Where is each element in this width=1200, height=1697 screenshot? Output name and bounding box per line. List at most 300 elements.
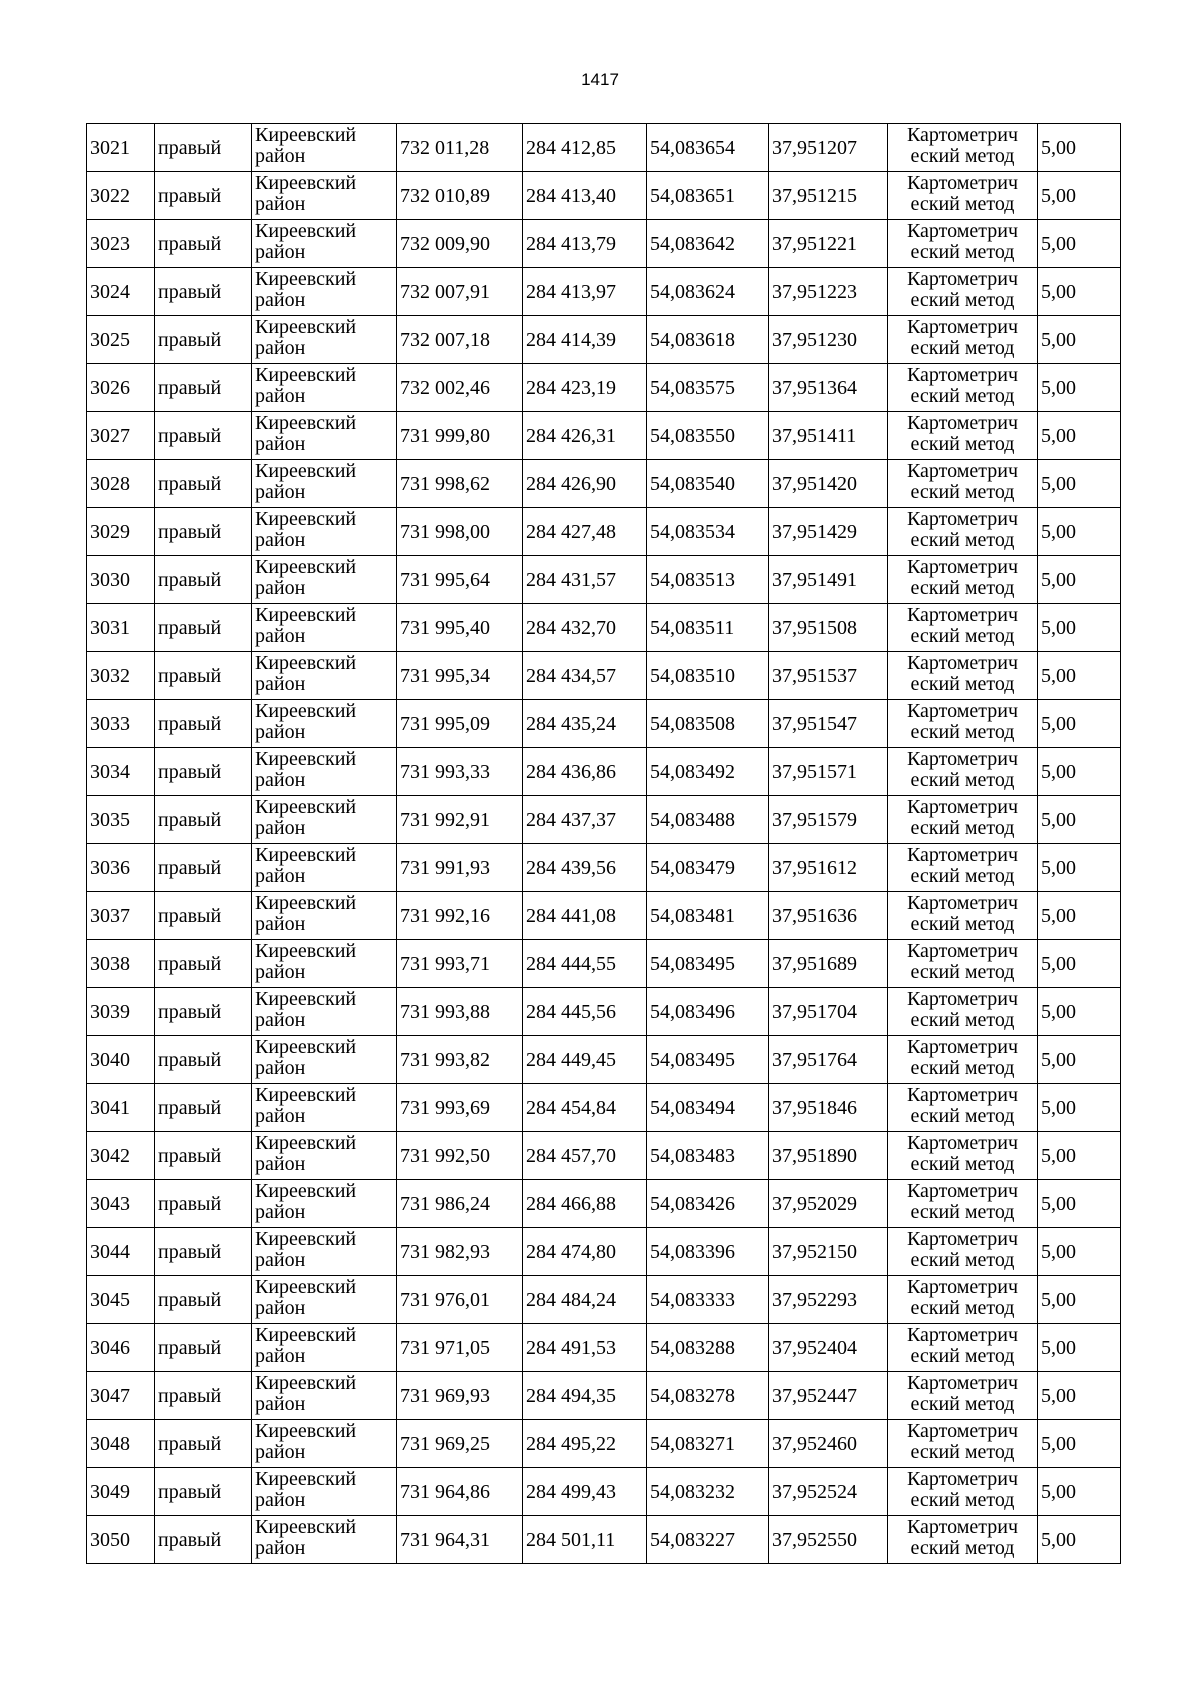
- longitude-cell: 37,951612: [769, 844, 888, 892]
- accuracy-cell: 5,00: [1038, 1420, 1121, 1468]
- x-coordinate-cell: 731 969,93: [397, 1372, 523, 1420]
- table-row: [87, 748, 1121, 796]
- bank-side-cell: правый: [155, 268, 252, 316]
- bank-side-cell: правый: [155, 1036, 252, 1084]
- latitude-cell: 54,083494: [647, 1084, 769, 1132]
- point-number-cell: 3025: [87, 316, 155, 364]
- longitude-cell: 37,951764: [769, 1036, 888, 1084]
- latitude-cell: 54,083496: [647, 988, 769, 1036]
- y-coordinate-cell: 284 491,53: [523, 1324, 647, 1372]
- method-cell: Картометрич еский метод: [888, 268, 1038, 316]
- bank-side-cell: правый: [155, 1324, 252, 1372]
- latitude-cell: 54,083483: [647, 1132, 769, 1180]
- district-cell: Киреевский район: [252, 1324, 397, 1372]
- point-number-cell: 3034: [87, 748, 155, 796]
- longitude-cell: 37,951547: [769, 700, 888, 748]
- point-number-cell: 3030: [87, 556, 155, 604]
- longitude-cell: 37,952029: [769, 1180, 888, 1228]
- accuracy-cell: 5,00: [1038, 940, 1121, 988]
- x-coordinate-cell: 731 964,86: [397, 1468, 523, 1516]
- point-number-cell: 3021: [87, 124, 155, 172]
- district-cell: Киреевский район: [252, 220, 397, 268]
- point-number-cell: 3045: [87, 1276, 155, 1324]
- bank-side-cell: правый: [155, 652, 252, 700]
- y-coordinate-cell: 284 414,39: [523, 316, 647, 364]
- bank-side-cell: правый: [155, 1468, 252, 1516]
- x-coordinate-cell: 731 995,40: [397, 604, 523, 652]
- longitude-cell: 37,951579: [769, 796, 888, 844]
- y-coordinate-cell: 284 413,40: [523, 172, 647, 220]
- district-cell: Киреевский район: [252, 844, 397, 892]
- table-body: [87, 124, 1121, 1564]
- point-number-cell: 3049: [87, 1468, 155, 1516]
- method-cell: Картометрич еский метод: [888, 1228, 1038, 1276]
- accuracy-cell: 5,00: [1038, 1036, 1121, 1084]
- method-cell: Картометрич еский метод: [888, 220, 1038, 268]
- point-number-cell: 3033: [87, 700, 155, 748]
- point-number-cell: 3024: [87, 268, 155, 316]
- point-number-cell: 3027: [87, 412, 155, 460]
- y-coordinate-cell: 284 474,80: [523, 1228, 647, 1276]
- latitude-cell: 54,083278: [647, 1372, 769, 1420]
- method-cell: Картометрич еский метод: [888, 1324, 1038, 1372]
- accuracy-cell: 5,00: [1038, 1372, 1121, 1420]
- bank-side-cell: правый: [155, 892, 252, 940]
- y-coordinate-cell: 284 434,57: [523, 652, 647, 700]
- bank-side-cell: правый: [155, 604, 252, 652]
- district-cell: Киреевский район: [252, 1372, 397, 1420]
- accuracy-cell: 5,00: [1038, 412, 1121, 460]
- district-cell: Киреевский район: [252, 1420, 397, 1468]
- longitude-cell: 37,951636: [769, 892, 888, 940]
- method-cell: Картометрич еский метод: [888, 1420, 1038, 1468]
- longitude-cell: 37,951491: [769, 556, 888, 604]
- x-coordinate-cell: 731 995,34: [397, 652, 523, 700]
- accuracy-cell: 5,00: [1038, 1324, 1121, 1372]
- bank-side-cell: правый: [155, 1228, 252, 1276]
- y-coordinate-cell: 284 412,85: [523, 124, 647, 172]
- point-number-cell: 3047: [87, 1372, 155, 1420]
- longitude-cell: 37,951207: [769, 124, 888, 172]
- longitude-cell: 37,951429: [769, 508, 888, 556]
- table-row: [87, 1276, 1121, 1324]
- y-coordinate-cell: 284 437,37: [523, 796, 647, 844]
- accuracy-cell: 5,00: [1038, 892, 1121, 940]
- bank-side-cell: правый: [155, 796, 252, 844]
- table-row: [87, 1468, 1121, 1516]
- accuracy-cell: 5,00: [1038, 460, 1121, 508]
- x-coordinate-cell: 731 969,25: [397, 1420, 523, 1468]
- page-number: 1417: [581, 70, 619, 89]
- table-row: [87, 652, 1121, 700]
- table-row: [87, 1084, 1121, 1132]
- method-cell: Картометрич еский метод: [888, 460, 1038, 508]
- longitude-cell: 37,951364: [769, 364, 888, 412]
- latitude-cell: 54,083642: [647, 220, 769, 268]
- bank-side-cell: правый: [155, 412, 252, 460]
- longitude-cell: 37,952293: [769, 1276, 888, 1324]
- y-coordinate-cell: 284 444,55: [523, 940, 647, 988]
- point-number-cell: 3039: [87, 988, 155, 1036]
- latitude-cell: 54,083510: [647, 652, 769, 700]
- point-number-cell: 3042: [87, 1132, 155, 1180]
- latitude-cell: 54,083624: [647, 268, 769, 316]
- latitude-cell: 54,083495: [647, 940, 769, 988]
- district-cell: Киреевский район: [252, 460, 397, 508]
- x-coordinate-cell: 731 971,05: [397, 1324, 523, 1372]
- y-coordinate-cell: 284 435,24: [523, 700, 647, 748]
- y-coordinate-cell: 284 495,22: [523, 1420, 647, 1468]
- x-coordinate-cell: 731 982,93: [397, 1228, 523, 1276]
- table-row: [87, 412, 1121, 460]
- point-number-cell: 3038: [87, 940, 155, 988]
- latitude-cell: 54,083534: [647, 508, 769, 556]
- latitude-cell: 54,083618: [647, 316, 769, 364]
- x-coordinate-cell: 731 976,01: [397, 1276, 523, 1324]
- y-coordinate-cell: 284 449,45: [523, 1036, 647, 1084]
- bank-side-cell: правый: [155, 1132, 252, 1180]
- latitude-cell: 54,083540: [647, 460, 769, 508]
- bank-side-cell: правый: [155, 316, 252, 364]
- district-cell: Киреевский район: [252, 508, 397, 556]
- table-row: [87, 220, 1121, 268]
- district-cell: Киреевский район: [252, 364, 397, 412]
- method-cell: Картометрич еский метод: [888, 988, 1038, 1036]
- latitude-cell: 54,083651: [647, 172, 769, 220]
- latitude-cell: 54,083488: [647, 796, 769, 844]
- longitude-cell: 37,952150: [769, 1228, 888, 1276]
- x-coordinate-cell: 731 998,00: [397, 508, 523, 556]
- method-cell: Картометрич еский метод: [888, 316, 1038, 364]
- bank-side-cell: правый: [155, 1372, 252, 1420]
- district-cell: Киреевский район: [252, 796, 397, 844]
- bank-side-cell: правый: [155, 220, 252, 268]
- table-row: [87, 604, 1121, 652]
- district-cell: Киреевский район: [252, 652, 397, 700]
- district-cell: Киреевский район: [252, 892, 397, 940]
- bank-side-cell: правый: [155, 508, 252, 556]
- longitude-cell: 37,951215: [769, 172, 888, 220]
- latitude-cell: 54,083232: [647, 1468, 769, 1516]
- y-coordinate-cell: 284 441,08: [523, 892, 647, 940]
- table-row: [87, 1324, 1121, 1372]
- method-cell: Картометрич еский метод: [888, 124, 1038, 172]
- table-row: [87, 700, 1121, 748]
- point-number-cell: 3029: [87, 508, 155, 556]
- x-coordinate-cell: 731 999,80: [397, 412, 523, 460]
- y-coordinate-cell: 284 426,90: [523, 460, 647, 508]
- method-cell: Картометрич еский метод: [888, 556, 1038, 604]
- latitude-cell: 54,083511: [647, 604, 769, 652]
- bank-side-cell: правый: [155, 124, 252, 172]
- bank-side-cell: правый: [155, 988, 252, 1036]
- coordinates-table: [86, 123, 1121, 1564]
- table-row: [87, 172, 1121, 220]
- longitude-cell: 37,952460: [769, 1420, 888, 1468]
- method-cell: Картометрич еский метод: [888, 1516, 1038, 1564]
- table-row: [87, 1180, 1121, 1228]
- method-cell: Картометрич еский метод: [888, 172, 1038, 220]
- district-cell: Киреевский район: [252, 268, 397, 316]
- district-cell: Киреевский район: [252, 1036, 397, 1084]
- bank-side-cell: правый: [155, 1276, 252, 1324]
- accuracy-cell: 5,00: [1038, 1228, 1121, 1276]
- longitude-cell: 37,951221: [769, 220, 888, 268]
- accuracy-cell: 5,00: [1038, 1468, 1121, 1516]
- latitude-cell: 54,083426: [647, 1180, 769, 1228]
- y-coordinate-cell: 284 413,97: [523, 268, 647, 316]
- accuracy-cell: 5,00: [1038, 220, 1121, 268]
- table-row: [87, 1036, 1121, 1084]
- x-coordinate-cell: 731 964,31: [397, 1516, 523, 1564]
- x-coordinate-cell: 732 007,18: [397, 316, 523, 364]
- accuracy-cell: 5,00: [1038, 124, 1121, 172]
- y-coordinate-cell: 284 499,43: [523, 1468, 647, 1516]
- longitude-cell: 37,951411: [769, 412, 888, 460]
- method-cell: Картометрич еский метод: [888, 1372, 1038, 1420]
- latitude-cell: 54,083396: [647, 1228, 769, 1276]
- method-cell: Картометрич еский метод: [888, 1132, 1038, 1180]
- x-coordinate-cell: 731 995,09: [397, 700, 523, 748]
- accuracy-cell: 5,00: [1038, 1180, 1121, 1228]
- accuracy-cell: 5,00: [1038, 604, 1121, 652]
- district-cell: Киреевский район: [252, 1516, 397, 1564]
- method-cell: Картометрич еский метод: [888, 1180, 1038, 1228]
- district-cell: Киреевский район: [252, 748, 397, 796]
- district-cell: Киреевский район: [252, 604, 397, 652]
- point-number-cell: 3026: [87, 364, 155, 412]
- y-coordinate-cell: 284 454,84: [523, 1084, 647, 1132]
- method-cell: Картометрич еский метод: [888, 700, 1038, 748]
- longitude-cell: 37,951890: [769, 1132, 888, 1180]
- y-coordinate-cell: 284 431,57: [523, 556, 647, 604]
- district-cell: Киреевский район: [252, 940, 397, 988]
- accuracy-cell: 5,00: [1038, 172, 1121, 220]
- table-row: [87, 556, 1121, 604]
- x-coordinate-cell: 731 993,71: [397, 940, 523, 988]
- latitude-cell: 54,083508: [647, 700, 769, 748]
- x-coordinate-cell: 731 992,91: [397, 796, 523, 844]
- district-cell: Киреевский район: [252, 1132, 397, 1180]
- point-number-cell: 3043: [87, 1180, 155, 1228]
- table-row: [87, 1420, 1121, 1468]
- longitude-cell: 37,951704: [769, 988, 888, 1036]
- district-cell: Киреевский район: [252, 1228, 397, 1276]
- accuracy-cell: 5,00: [1038, 268, 1121, 316]
- y-coordinate-cell: 284 413,79: [523, 220, 647, 268]
- accuracy-cell: 5,00: [1038, 796, 1121, 844]
- accuracy-cell: 5,00: [1038, 748, 1121, 796]
- bank-side-cell: правый: [155, 1180, 252, 1228]
- point-number-cell: 3044: [87, 1228, 155, 1276]
- method-cell: Картометрич еский метод: [888, 652, 1038, 700]
- district-cell: Киреевский район: [252, 700, 397, 748]
- table-row: [87, 844, 1121, 892]
- method-cell: Картометрич еский метод: [888, 1276, 1038, 1324]
- method-cell: Картометрич еский метод: [888, 508, 1038, 556]
- bank-side-cell: правый: [155, 844, 252, 892]
- table-row: [87, 508, 1121, 556]
- bank-side-cell: правый: [155, 700, 252, 748]
- y-coordinate-cell: 284 445,56: [523, 988, 647, 1036]
- table-row: [87, 124, 1121, 172]
- accuracy-cell: 5,00: [1038, 1516, 1121, 1564]
- method-cell: Картометрич еский метод: [888, 1036, 1038, 1084]
- point-number-cell: 3028: [87, 460, 155, 508]
- accuracy-cell: 5,00: [1038, 508, 1121, 556]
- method-cell: Картометрич еский метод: [888, 844, 1038, 892]
- accuracy-cell: 5,00: [1038, 988, 1121, 1036]
- method-cell: Картометрич еский метод: [888, 748, 1038, 796]
- y-coordinate-cell: 284 484,24: [523, 1276, 647, 1324]
- method-cell: Картометрич еский метод: [888, 364, 1038, 412]
- x-coordinate-cell: 731 993,69: [397, 1084, 523, 1132]
- district-cell: Киреевский район: [252, 124, 397, 172]
- bank-side-cell: правый: [155, 940, 252, 988]
- longitude-cell: 37,952447: [769, 1372, 888, 1420]
- table-row: [87, 1132, 1121, 1180]
- table-row: [87, 1228, 1121, 1276]
- bank-side-cell: правый: [155, 1420, 252, 1468]
- table-row: [87, 988, 1121, 1036]
- table-row: [87, 796, 1121, 844]
- x-coordinate-cell: 732 007,91: [397, 268, 523, 316]
- method-cell: Картометрич еский метод: [888, 796, 1038, 844]
- accuracy-cell: 5,00: [1038, 700, 1121, 748]
- district-cell: Киреевский район: [252, 316, 397, 364]
- district-cell: Киреевский район: [252, 172, 397, 220]
- accuracy-cell: 5,00: [1038, 316, 1121, 364]
- y-coordinate-cell: 284 439,56: [523, 844, 647, 892]
- longitude-cell: 37,951508: [769, 604, 888, 652]
- table-row: [87, 1372, 1121, 1420]
- longitude-cell: 37,952524: [769, 1468, 888, 1516]
- bank-side-cell: правый: [155, 172, 252, 220]
- y-coordinate-cell: 284 427,48: [523, 508, 647, 556]
- table-row: [87, 268, 1121, 316]
- x-coordinate-cell: 731 998,62: [397, 460, 523, 508]
- latitude-cell: 54,083479: [647, 844, 769, 892]
- y-coordinate-cell: 284 436,86: [523, 748, 647, 796]
- point-number-cell: 3046: [87, 1324, 155, 1372]
- accuracy-cell: 5,00: [1038, 844, 1121, 892]
- method-cell: Картометрич еский метод: [888, 940, 1038, 988]
- x-coordinate-cell: 732 009,90: [397, 220, 523, 268]
- x-coordinate-cell: 732 011,28: [397, 124, 523, 172]
- latitude-cell: 54,083288: [647, 1324, 769, 1372]
- longitude-cell: 37,951571: [769, 748, 888, 796]
- point-number-cell: 3035: [87, 796, 155, 844]
- y-coordinate-cell: 284 494,35: [523, 1372, 647, 1420]
- longitude-cell: 37,951689: [769, 940, 888, 988]
- x-coordinate-cell: 732 002,46: [397, 364, 523, 412]
- accuracy-cell: 5,00: [1038, 652, 1121, 700]
- district-cell: Киреевский район: [252, 1180, 397, 1228]
- y-coordinate-cell: 284 426,31: [523, 412, 647, 460]
- x-coordinate-cell: 731 995,64: [397, 556, 523, 604]
- accuracy-cell: 5,00: [1038, 1132, 1121, 1180]
- bank-side-cell: правый: [155, 748, 252, 796]
- longitude-cell: 37,951223: [769, 268, 888, 316]
- bank-side-cell: правый: [155, 1084, 252, 1132]
- accuracy-cell: 5,00: [1038, 364, 1121, 412]
- accuracy-cell: 5,00: [1038, 556, 1121, 604]
- longitude-cell: 37,952404: [769, 1324, 888, 1372]
- latitude-cell: 54,083654: [647, 124, 769, 172]
- x-coordinate-cell: 731 993,88: [397, 988, 523, 1036]
- latitude-cell: 54,083513: [647, 556, 769, 604]
- table-row: [87, 892, 1121, 940]
- accuracy-cell: 5,00: [1038, 1276, 1121, 1324]
- point-number-cell: 3037: [87, 892, 155, 940]
- point-number-cell: 3048: [87, 1420, 155, 1468]
- y-coordinate-cell: 284 432,70: [523, 604, 647, 652]
- latitude-cell: 54,083495: [647, 1036, 769, 1084]
- x-coordinate-cell: 731 986,24: [397, 1180, 523, 1228]
- point-number-cell: 3041: [87, 1084, 155, 1132]
- latitude-cell: 54,083492: [647, 748, 769, 796]
- point-number-cell: 3023: [87, 220, 155, 268]
- x-coordinate-cell: 731 993,33: [397, 748, 523, 796]
- x-coordinate-cell: 732 010,89: [397, 172, 523, 220]
- latitude-cell: 54,083227: [647, 1516, 769, 1564]
- point-number-cell: 3040: [87, 1036, 155, 1084]
- point-number-cell: 3050: [87, 1516, 155, 1564]
- table-row: [87, 460, 1121, 508]
- table-row: [87, 1516, 1121, 1564]
- district-cell: Киреевский район: [252, 412, 397, 460]
- point-number-cell: 3032: [87, 652, 155, 700]
- table-row: [87, 940, 1121, 988]
- y-coordinate-cell: 284 466,88: [523, 1180, 647, 1228]
- x-coordinate-cell: 731 992,50: [397, 1132, 523, 1180]
- table-row: [87, 364, 1121, 412]
- x-coordinate-cell: 731 992,16: [397, 892, 523, 940]
- longitude-cell: 37,951420: [769, 460, 888, 508]
- x-coordinate-cell: 731 993,82: [397, 1036, 523, 1084]
- bank-side-cell: правый: [155, 1516, 252, 1564]
- y-coordinate-cell: 284 457,70: [523, 1132, 647, 1180]
- latitude-cell: 54,083481: [647, 892, 769, 940]
- bank-side-cell: правый: [155, 364, 252, 412]
- y-coordinate-cell: 284 501,11: [523, 1516, 647, 1564]
- latitude-cell: 54,083550: [647, 412, 769, 460]
- latitude-cell: 54,083575: [647, 364, 769, 412]
- method-cell: Картометрич еский метод: [888, 1468, 1038, 1516]
- latitude-cell: 54,083271: [647, 1420, 769, 1468]
- x-coordinate-cell: 731 991,93: [397, 844, 523, 892]
- longitude-cell: 37,951537: [769, 652, 888, 700]
- point-number-cell: 3036: [87, 844, 155, 892]
- longitude-cell: 37,952550: [769, 1516, 888, 1564]
- latitude-cell: 54,083333: [647, 1276, 769, 1324]
- district-cell: Киреевский район: [252, 1276, 397, 1324]
- table-row: [87, 316, 1121, 364]
- district-cell: Киреевский район: [252, 1084, 397, 1132]
- district-cell: Киреевский район: [252, 556, 397, 604]
- method-cell: Картометрич еский метод: [888, 892, 1038, 940]
- bank-side-cell: правый: [155, 460, 252, 508]
- point-number-cell: 3031: [87, 604, 155, 652]
- bank-side-cell: правый: [155, 556, 252, 604]
- y-coordinate-cell: 284 423,19: [523, 364, 647, 412]
- longitude-cell: 37,951230: [769, 316, 888, 364]
- point-number-cell: 3022: [87, 172, 155, 220]
- method-cell: Картометрич еский метод: [888, 604, 1038, 652]
- district-cell: Киреевский район: [252, 988, 397, 1036]
- method-cell: Картометрич еский метод: [888, 412, 1038, 460]
- method-cell: Картометрич еский метод: [888, 1084, 1038, 1132]
